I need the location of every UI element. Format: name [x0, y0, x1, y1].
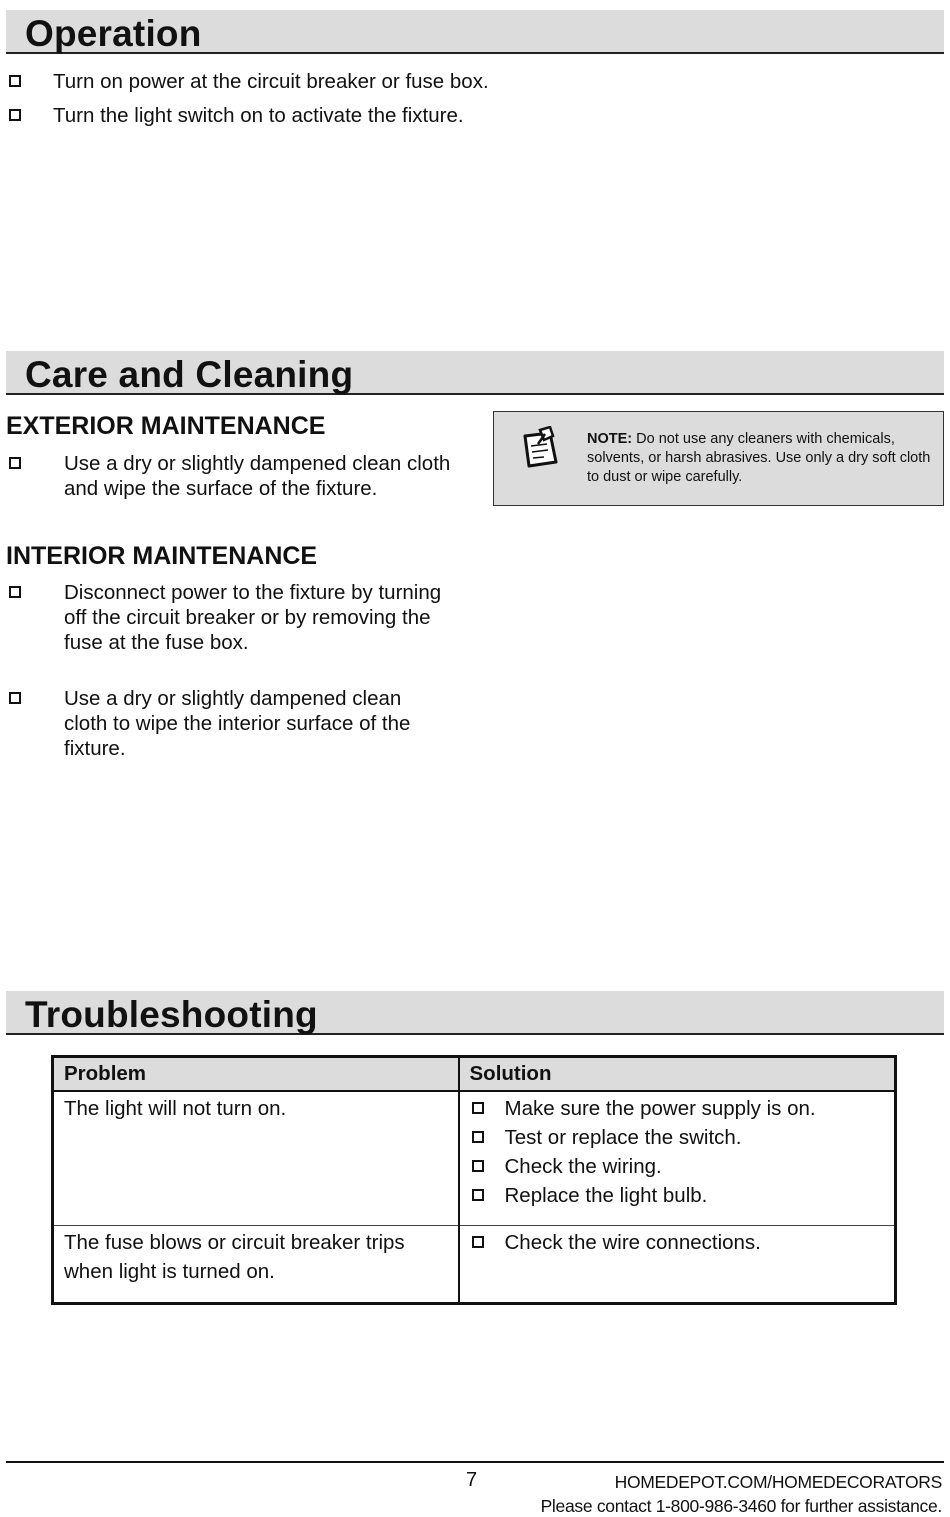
note-text — [587, 430, 932, 487]
solution-item: Check the wire connections. — [470, 1228, 885, 1257]
interior-maintenance-heading: INTERIOR MAINTENANCE — [6, 542, 318, 570]
solution-item: Replace the light bulb. — [470, 1181, 885, 1210]
checkbox-icon — [9, 75, 21, 87]
troubleshooting-title: Troubleshooting — [25, 994, 318, 1035]
solution-cell — [459, 1226, 896, 1304]
checkbox-icon — [472, 1160, 484, 1172]
troubleshooting-table — [51, 1055, 897, 1305]
page-number: 7 — [466, 1469, 478, 1491]
operation-section-header — [6, 10, 944, 54]
problem-cell: The fuse blows or circuit breaker trips when light is turned on. — [53, 1226, 459, 1304]
operation-title: Operation — [25, 13, 202, 54]
troubleshooting-section-header — [6, 991, 944, 1035]
footer-contact: Please contact 1-800-986-3460 for further assistance. — [540, 1496, 942, 1516]
note-body: Do not use any cleaners with chemicals, solvents, or harsh abrasives. Use only a dry soft cloth to dust or wipe carefully. — [587, 431, 931, 485]
footer-divider — [6, 1461, 944, 1463]
checkbox-icon — [9, 457, 21, 469]
note-pad-icon — [520, 426, 562, 472]
exterior-maintenance-heading: EXTERIOR MAINTENANCE — [6, 412, 326, 440]
table-row — [53, 1091, 896, 1226]
checkbox-icon — [472, 1102, 484, 1114]
solution-item: Test or replace the switch. — [470, 1123, 885, 1152]
care-section-header — [6, 351, 944, 395]
checkbox-icon — [472, 1131, 484, 1143]
column-header-solution: Solution — [459, 1057, 896, 1092]
column-header-problem: Problem — [53, 1057, 459, 1092]
checkbox-icon — [472, 1189, 484, 1201]
table-row — [53, 1226, 896, 1304]
care-title: Care and Cleaning — [25, 354, 354, 395]
checkbox-icon — [9, 692, 21, 704]
table-header-row — [53, 1057, 896, 1092]
solution-item: Check the wiring. — [470, 1152, 885, 1181]
checkbox-icon — [9, 109, 21, 121]
problem-cell: The light will not turn on. — [64, 1097, 287, 1120]
footer-website: HOMEDEPOT.COM/HOMEDECORATORS — [614, 1472, 942, 1492]
solution-cell — [459, 1091, 896, 1226]
solution-item: Make sure the power supply is on. — [470, 1094, 885, 1123]
note-box — [493, 411, 944, 506]
note-label: NOTE: — [587, 431, 633, 447]
checkbox-icon — [9, 586, 21, 598]
checkbox-icon — [472, 1236, 484, 1248]
